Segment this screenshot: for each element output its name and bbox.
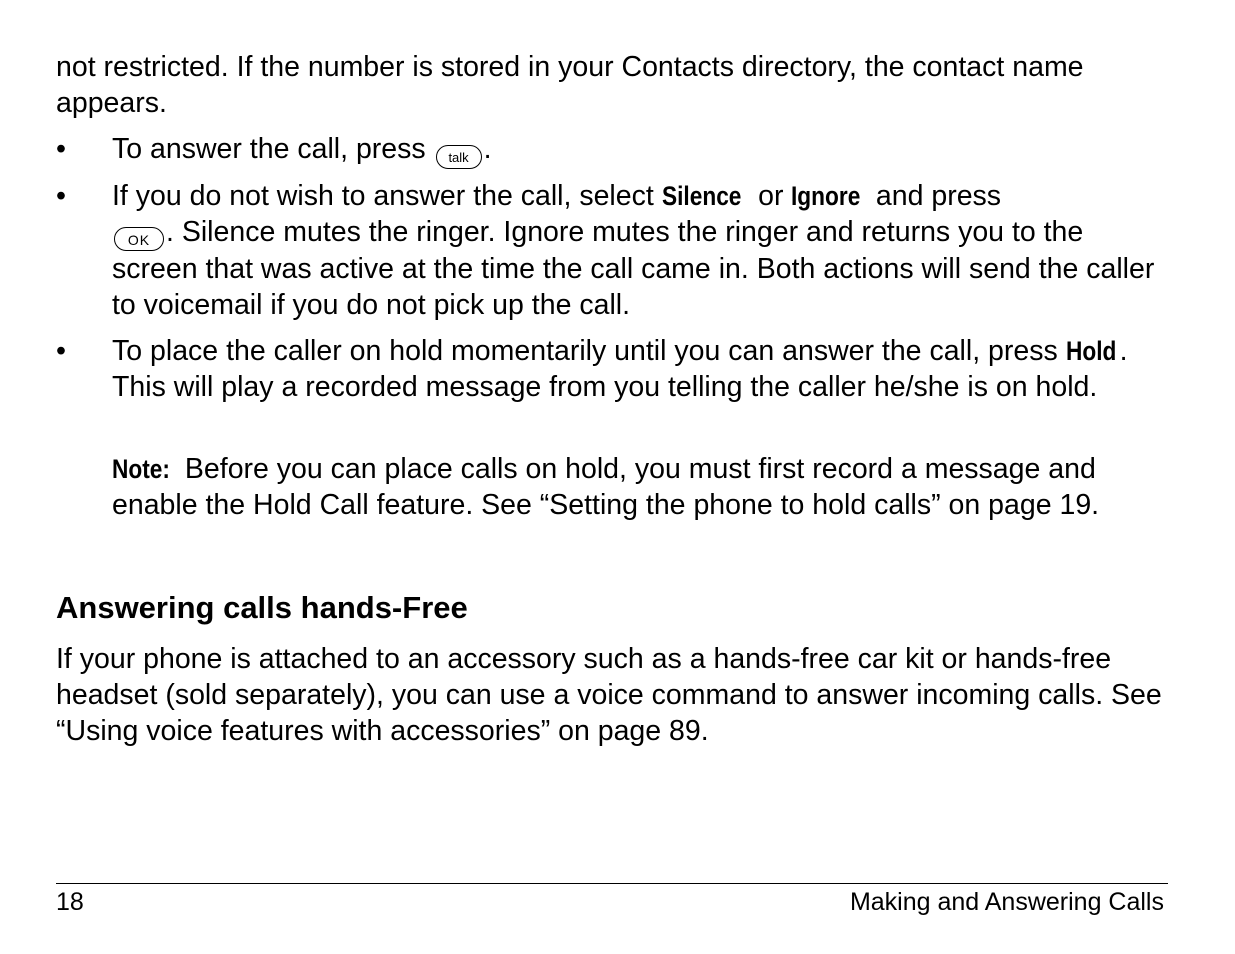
bullet-marker: • bbox=[56, 133, 66, 165]
talk-key-icon: talk bbox=[436, 145, 482, 169]
note-hold-calls bbox=[112, 451, 1166, 523]
softkey-hold: Hold bbox=[1065, 336, 1117, 366]
bullet-text: To answer the call, press talk . bbox=[112, 131, 1166, 169]
note-label: Note: bbox=[112, 454, 170, 484]
note-text: Before you can place calls on hold, you must first record a message and enable the Hold Call feature. See “Setting the phone to hold calls” on page 19. bbox=[112, 453, 1100, 521]
footer-divider bbox=[56, 883, 1168, 884]
bullet-marker: • bbox=[56, 335, 66, 367]
section-heading: Answering calls hands-Free bbox=[56, 590, 468, 625]
hands-free-paragraph: If your phone is attached to an accessory such as a hands-free car kit or hands-free headset (sold separately), you can use a voice command to answer incoming calls. See “Using voice features with accessories” on page 89. bbox=[56, 643, 1162, 747]
bullet-text: If you do not wish to answer the call, select Silence or Ignore and press OK . Silence mutes the ringer. Ignore mutes the ringer and returns you to the screen that was active at the time the call came in. Both actions will send the caller to voicemail if you do not pick up the call. bbox=[112, 180, 1155, 321]
page-number: 18 bbox=[56, 888, 84, 916]
softkey-silence: Silence bbox=[661, 181, 742, 211]
bullet-text: To place the caller on hold momentarily until you can answer the call, press Hold . This will play a recorded message from you telling the caller he/she is on hold. bbox=[112, 335, 1128, 403]
intro-paragraph: not restricted. If the number is stored in your Contacts directory, the contact name appears. bbox=[56, 51, 1084, 119]
ok-key-icon: OK bbox=[114, 227, 164, 251]
softkey-ignore: Ignore bbox=[791, 181, 861, 211]
chapter-title: Making and Answering Calls bbox=[849, 888, 1164, 916]
bullet-marker: • bbox=[56, 180, 66, 212]
